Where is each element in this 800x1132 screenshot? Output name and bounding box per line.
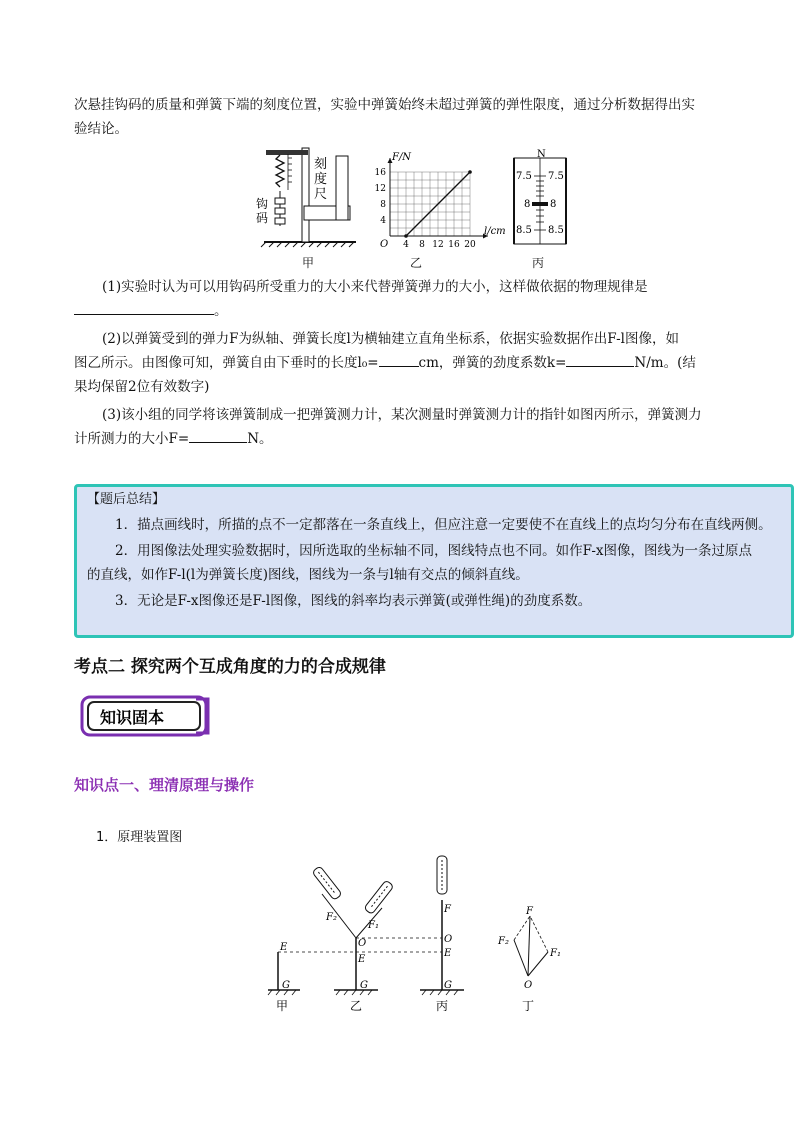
svg-text:乙: 乙 — [350, 999, 363, 1013]
question-2-line-1: (2)以弹簧受到的弹力F为纵轴、弹簧长度l为横轴建立直角坐标系，依据实验数据作出F-l图像，如 — [102, 331, 679, 347]
intro-line-2: 验结论。 — [74, 121, 128, 137]
figure-bing-spring-gauge — [508, 148, 574, 248]
summary-item-1: 1．描点画线时，所描的点不一定都落在一条直线上，但应注意一定要使不在直线上的点均匀分布在直线两侧。 — [115, 517, 772, 533]
svg-text:E: E — [358, 954, 366, 965]
svg-text:O: O — [524, 980, 533, 991]
question-2-line-2: 图乙所示。由图像可知，弹簧自由下垂时的长度l₀= cm，弹簧的劲度系数k= N/m。(结 — [74, 352, 696, 374]
svg-text:F₂: F₂ — [498, 936, 509, 947]
svg-text:F: F — [444, 904, 451, 915]
fig-yi-caption: 乙 — [410, 256, 423, 270]
y-axis-label: F/N — [392, 152, 412, 163]
weights-label: 钩 — [256, 197, 269, 211]
question-1: (1)实验时认为可以用钩码所受重力的大小来代替弹簧弹力的大小，这样做依据的物理规律是 — [102, 279, 648, 295]
answer-blank-l0[interactable] — [379, 352, 419, 367]
svg-text:7.5: 7.5 — [516, 171, 532, 182]
x-tick-label: 4 — [403, 240, 409, 250]
badge-label: 知识固本 — [100, 708, 165, 727]
y-tick-label: 4 — [380, 216, 386, 226]
svg-text:丙: 丙 — [436, 999, 449, 1013]
summary-item-2a: 2．用图像法处理实验数据时，因所选取的坐标轴不同，图线特点也不同。如作F-x图像，图线为一条过原点 — [115, 543, 753, 559]
x-tick-label: 12 — [432, 240, 444, 250]
x-tick-label: 8 — [419, 240, 425, 250]
y-tick-label: 8 — [380, 200, 386, 210]
svg-text:F₁: F₁ — [368, 920, 379, 931]
intro-line-1: 次悬挂钩码的质量和弹簧下端的刻度位置，实验中弹簧始终未超过弹簧的弹性限度，通过分析数据得出实 — [74, 97, 695, 113]
figure-force-composition — [260, 850, 590, 1020]
y-tick-label: 16 — [374, 168, 386, 178]
answer-blank-f[interactable] — [189, 428, 247, 443]
svg-text:E: E — [280, 942, 288, 953]
answer-blank-k[interactable] — [566, 352, 634, 367]
fig-jia-caption: 甲 — [302, 256, 315, 270]
figure-yi-f-l-chart — [362, 148, 512, 258]
svg-text:丁: 丁 — [522, 999, 535, 1013]
svg-text:7.5: 7.5 — [548, 171, 564, 182]
svg-text:O: O — [358, 938, 367, 949]
data-point — [404, 234, 408, 238]
question-3-line-1: (3)该小组的同学将该弹簧制成一把弹簧测力计，某次测量时弹簧测力计的指针如图丙所示，弹簧测力 — [102, 407, 702, 423]
svg-text:G: G — [360, 980, 368, 991]
svg-text:8: 8 — [550, 199, 557, 210]
svg-text:8: 8 — [524, 199, 531, 210]
svg-text:8.5: 8.5 — [516, 225, 532, 236]
svg-text:G: G — [444, 980, 452, 991]
question-3-line-2: 计所测力的大小F= N。 — [74, 428, 273, 450]
question-1-blank: 。 — [74, 300, 228, 322]
svg-text:甲: 甲 — [276, 999, 289, 1013]
svg-text:F₂: F₂ — [326, 912, 337, 923]
svg-text:F: F — [526, 906, 533, 917]
section-heading: 考点二 探究两个互成角度的力的合成规律 — [74, 657, 386, 677]
x-axis-label: l/cm — [484, 226, 506, 237]
x-tick-label: 20 — [464, 240, 476, 250]
summary-item-2b: 的直线，如作F-l(l为弹簧长度)图线，图线为一条与l轴有交点的倾斜直线。 — [87, 567, 529, 583]
summary-title: 【题后总结】 — [87, 492, 166, 507]
svg-text:度: 度 — [314, 172, 328, 187]
subheading-principle: 1．原理装置图 — [96, 830, 183, 845]
knowledge-point-heading: 知识点一、理清原理与操作 — [74, 776, 255, 794]
origin-label: O — [380, 239, 389, 250]
data-point — [468, 170, 472, 174]
svg-text:尺: 尺 — [314, 187, 328, 202]
svg-text:E: E — [444, 948, 452, 959]
question-2-line-3: 果均保留2位有效数字) — [74, 379, 210, 395]
gauge-unit: N — [537, 149, 546, 160]
knowledge-badge — [80, 693, 210, 739]
svg-text:F₁: F₁ — [550, 948, 561, 959]
y-tick-label: 12 — [374, 184, 386, 194]
summary-box — [74, 484, 794, 638]
x-tick-label: 16 — [448, 240, 460, 250]
svg-text:O: O — [444, 934, 453, 945]
answer-blank[interactable] — [74, 300, 214, 315]
summary-item-3: 3．无论是F-x图像还是F-l图像，图线的斜率均表示弹簧(或弹性绳)的劲度系数。 — [115, 593, 592, 609]
svg-text:G: G — [282, 980, 290, 991]
svg-text:码: 码 — [256, 211, 269, 225]
fig-bing-caption: 丙 — [532, 256, 545, 270]
svg-text:8.5: 8.5 — [548, 225, 564, 236]
ruler-label: 刻 — [314, 157, 328, 172]
